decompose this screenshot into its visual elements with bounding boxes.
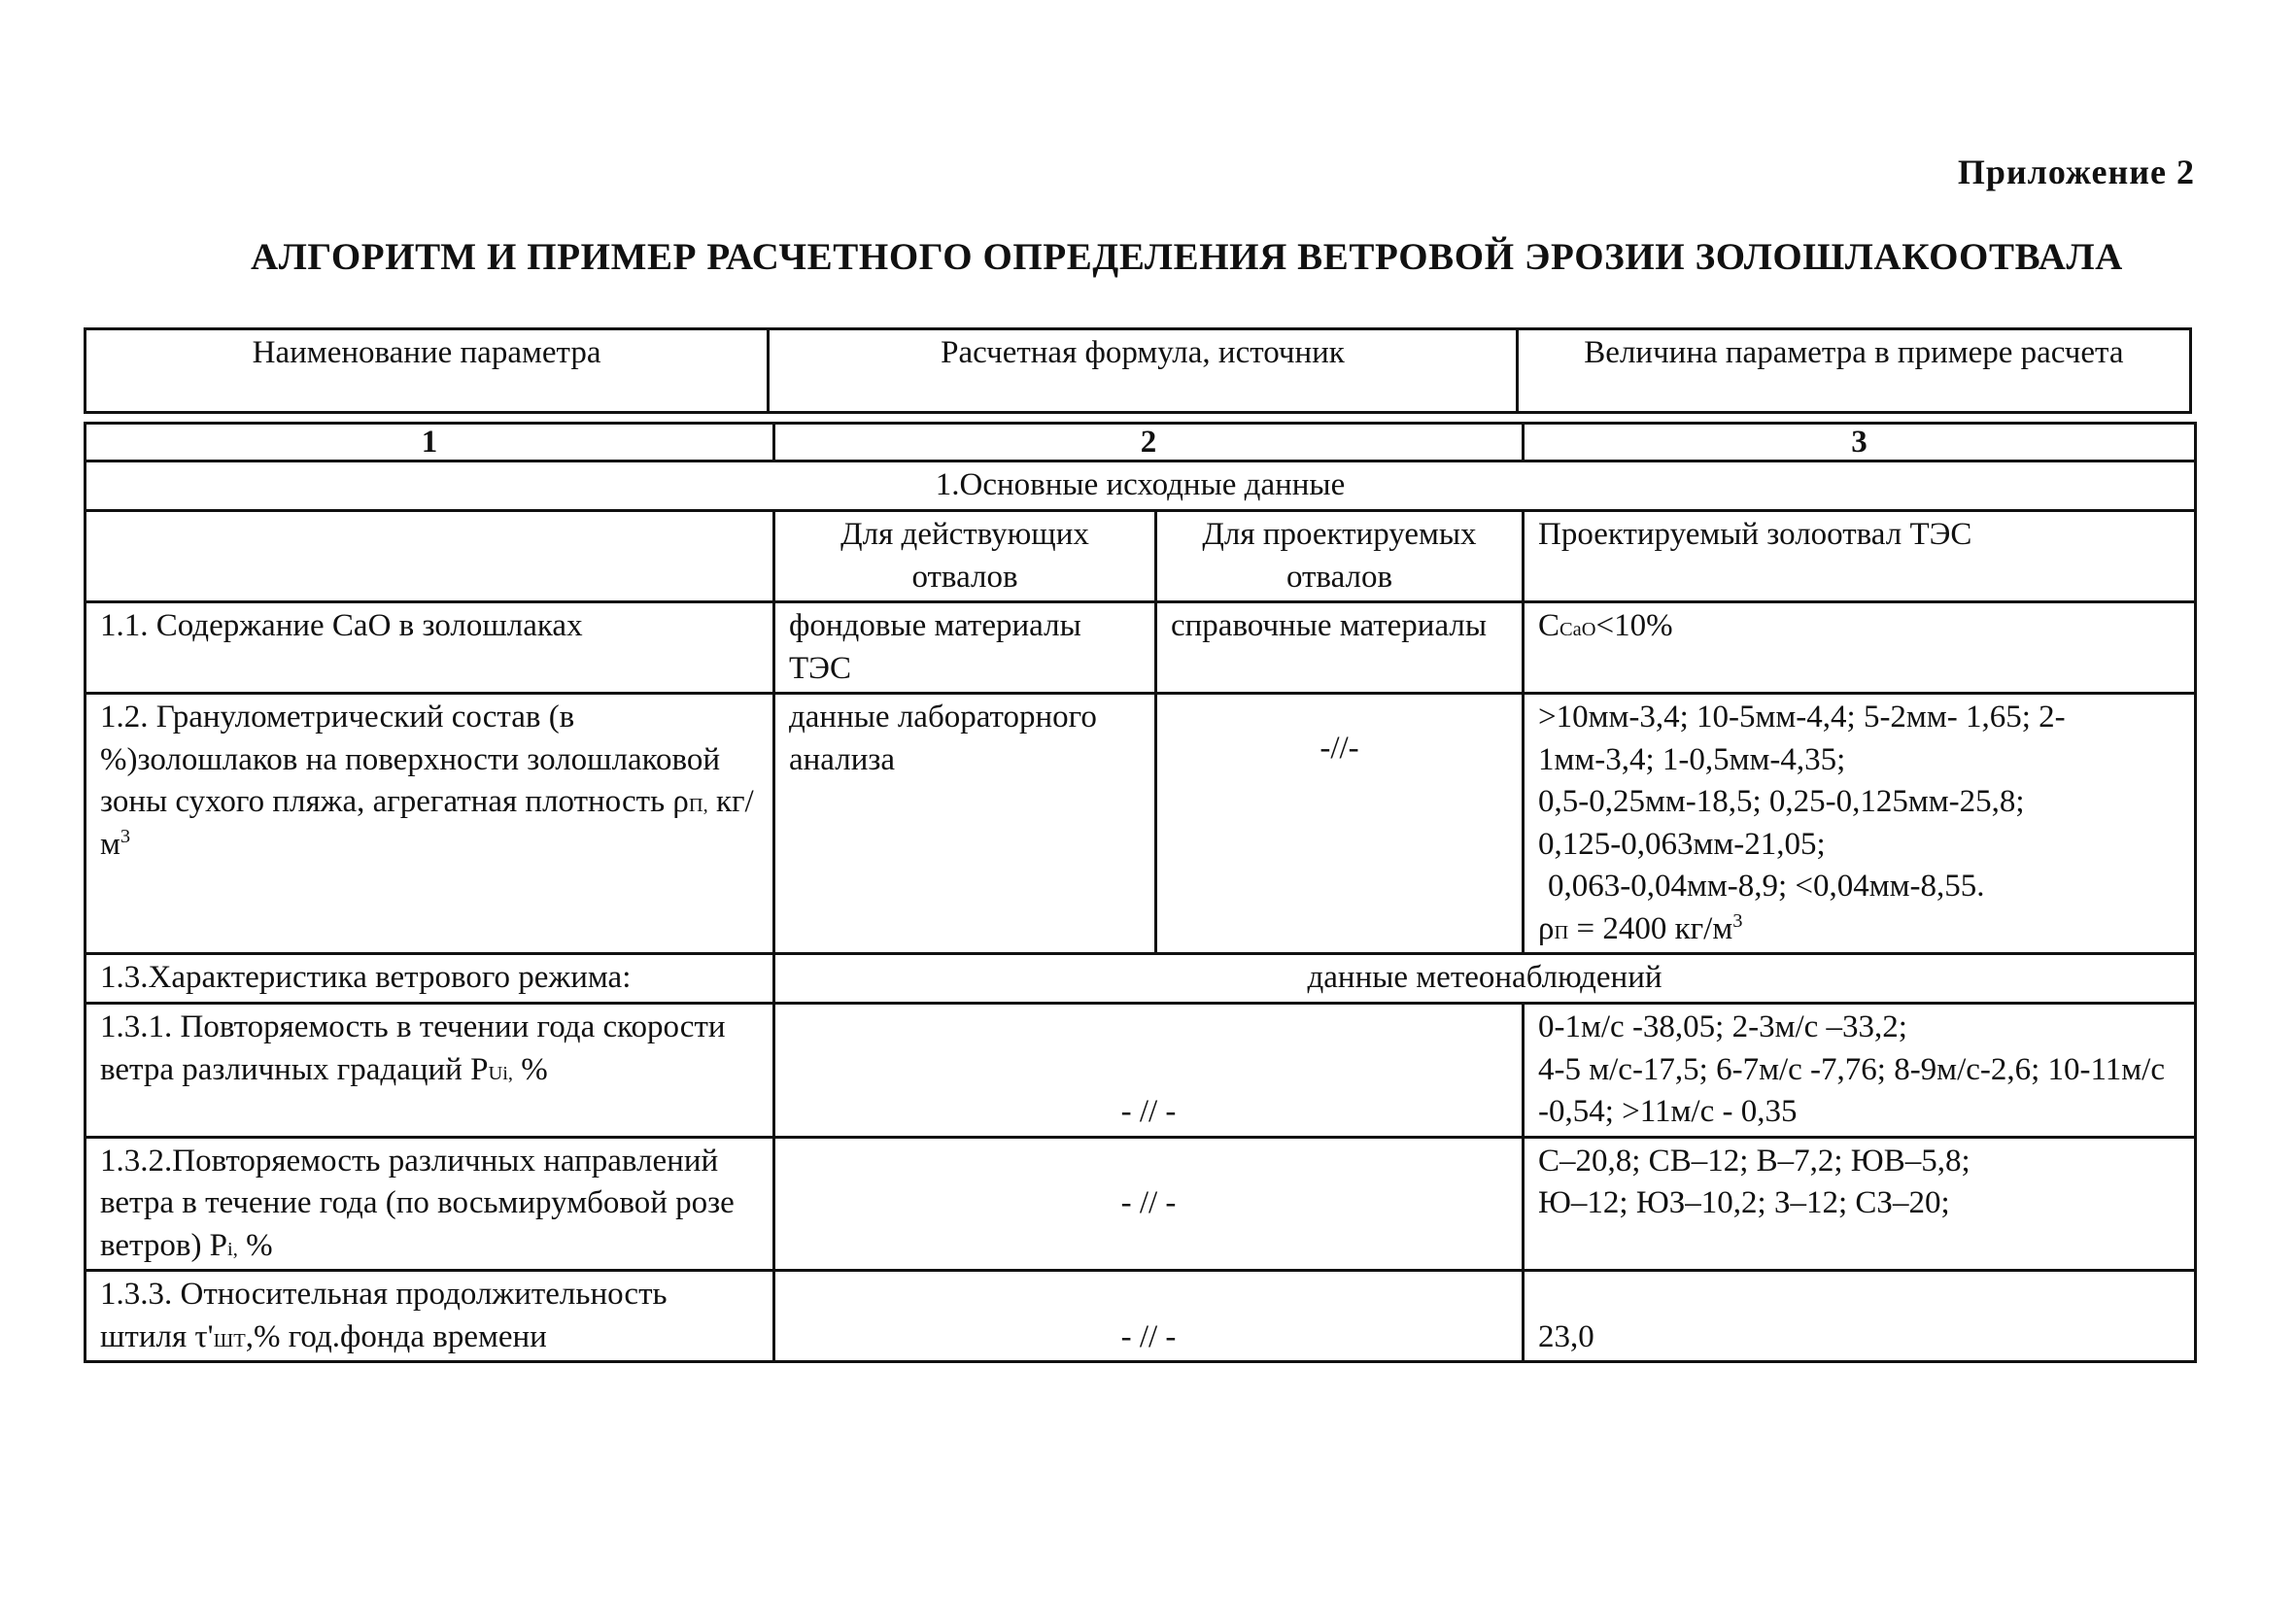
value-line: >10мм-3,4; 10-5мм-4,4; 5-2мм- 1,65; 2-1мм-3,4; 1-0,5мм-4,35; [1538,700,2066,777]
section-row [86,461,2196,511]
row-1-3-3-source: - // - [774,1271,1524,1362]
section-title: 1.Основные исходные данные [86,461,2196,511]
subheader-empty-cell [86,511,774,602]
subheader-row [86,511,2196,602]
document-title: АЛГОРИТМ И ПРИМЕР РАСЧЕТНОГО ОПРЕДЕЛЕНИЯ ВЕТРОВОЙ ЭРОЗИИ ЗОЛОШЛАКООТВАЛА [251,236,2123,278]
row-1-1-existing: фондовые материалы ТЭС [774,602,1156,694]
row-1-1-name: 1.1. Содержание CaO в золошлаках [86,602,774,694]
table-row [86,602,2196,694]
column-number-2: 2 [774,424,1524,461]
column-numbers-row [86,424,2196,461]
table-row [86,1004,2196,1138]
parameters-table [84,422,2197,1363]
table-header [84,327,2192,414]
row-1-3-1-name: 1.3.1. Повторяемость в течении года скорости ветра различных градаций PUi, % [86,1004,774,1138]
row-1-3-2-value [1524,1137,2196,1271]
table-row [86,954,2196,1004]
density-value: ρП = 2400 $кг/м^3$ [1538,909,1743,946]
table-row [86,1271,2196,1362]
value-line: Ю–12; ЮЗ–10,2; З–12; СЗ–20; [1538,1185,1950,1221]
table-row [86,1137,2196,1271]
appendix-label: Приложение 2 [1957,153,2195,191]
row-1-3-name: 1.3.Характеристика ветрового режима: [86,954,774,1004]
row-1-2-existing: данные лабораторного анализа [774,694,1156,954]
table-row [86,694,2196,954]
row-1-2-name: 1.2. Гранулометрический состав (в %)золошлаков на поверхности золошлаковой зоны сухого пляжа, агрегатная плотность ρП, $кг/м^3$ [86,694,774,954]
subheader-value: Проектируемый золоотвал ТЭС [1524,511,2196,602]
value-line: 0,5-0,25мм-18,5; 0,25-0,125мм-25,8; [1538,784,2025,820]
row-1-2-value [1524,694,2196,954]
row-1-1-value: CCaO<10% [1524,602,2196,694]
row-1-3-3-name: 1.3.3. Относительная продолжительность штиля τ'ШТ,% год.фонда времени [86,1271,774,1362]
column-number-3: 3 [1524,424,2196,461]
value-line: 4-5 м/с-17,5; 6-7м/с -7,76; 8-9м/с-2,6; 10-11м/с -0,54; >11м/с - 0,35 [1538,1051,2165,1130]
header-parameter-name: Наименование параметра [86,329,769,413]
row-1-3-2-source: - // - [774,1137,1524,1271]
row-1-3-2-name: 1.3.2.Повторяемость различных направлений ветра в течение года (по восьмирумбовой розе ветров) Pi, % [86,1137,774,1271]
row-1-2-designed: -//- [1156,694,1524,954]
subheader-existing: Для действующих отвалов [774,511,1156,602]
value-line: 0-1м/с -38,05; 2-3м/с –33,2; [1538,1009,1907,1045]
row-1-3-1-value [1524,1004,2196,1138]
value-line: С–20,8; СВ–12; В–7,2; ЮВ–5,8; [1538,1143,1970,1179]
row-1-3-1-source: - // - [774,1004,1524,1138]
row-1-3-source: данные метеонаблюдений [774,954,2196,1004]
value-line: 0,063-0,04мм-8,9; <0,04мм-8,55. [1548,869,1985,905]
header-example-value: Величина параметра в примере расчета [1517,329,2190,413]
row-1-1-designed: справочные материалы [1156,602,1524,694]
subheader-designed: Для проектируемых отвалов [1156,511,1524,602]
value-line: 0,125-0,063мм-21,05; [1538,826,1826,862]
column-number-1: 1 [86,424,774,461]
row-1-3-3-value: 23,0 [1524,1271,2196,1362]
header-formula-source: Расчетная формула, источник [769,329,1518,413]
